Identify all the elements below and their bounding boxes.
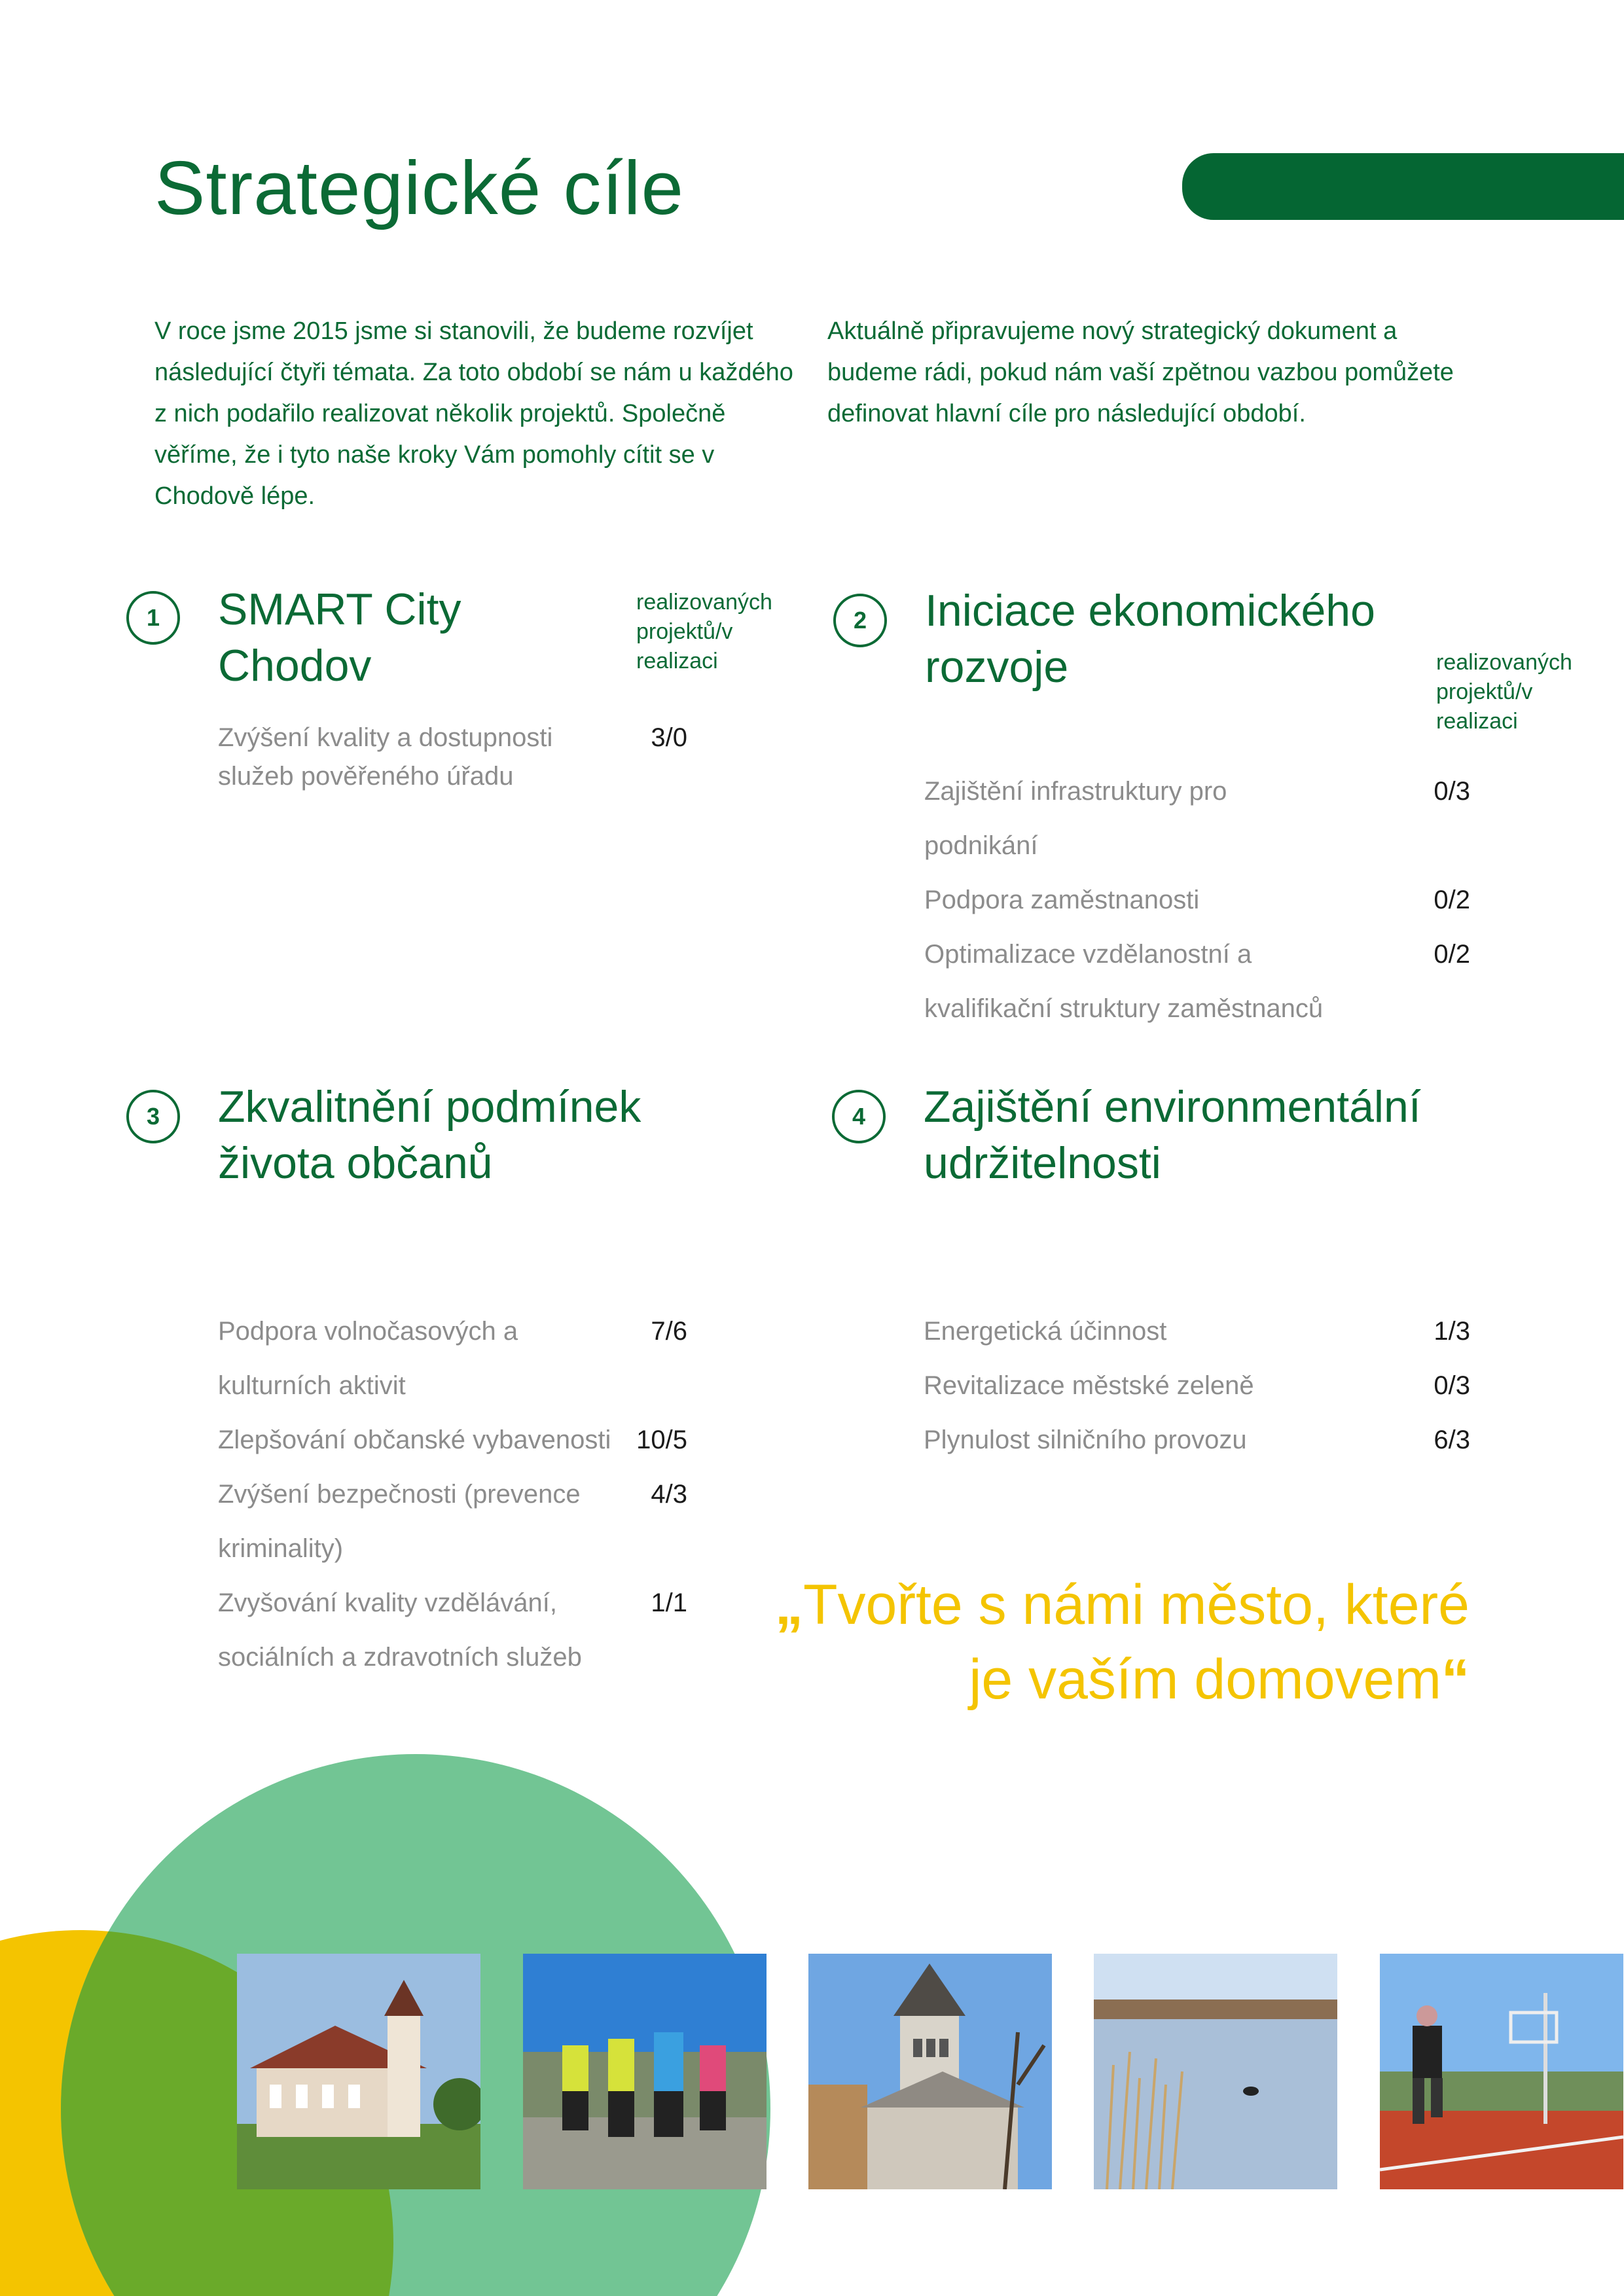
section-number-2: 2	[833, 594, 887, 647]
section-title-1: SMART City Chodov	[218, 584, 461, 691]
church-photo	[237, 1954, 480, 2189]
section-title-3: Zkvalitnění podmínek života občanů	[218, 1082, 641, 1188]
quote-close-mark: “	[1441, 1648, 1470, 1711]
section-3-item-4-label: Zvyšování kvality vzdělávání, sociálních a zdravotních služeb	[218, 1588, 582, 1672]
section-3-item-1-value: 7/6	[651, 1317, 687, 1346]
section-number-3: 3	[126, 1090, 180, 1143]
quote-open-mark: „	[775, 1573, 804, 1636]
pond-photo	[1094, 1954, 1337, 2189]
section-4-item-3-value: 6/3	[1434, 1426, 1470, 1454]
runners-photo	[523, 1954, 767, 2189]
section-3-item-3-value: 4/3	[651, 1480, 687, 1509]
section-number-1: 1	[126, 591, 180, 645]
section-2-item-3-value: 0/2	[1434, 940, 1470, 969]
section-2-item-3-label: Optimalizace vzdělanostní a kvalifikační struktury zaměstnanců	[924, 940, 1324, 1023]
section-number-4: 4	[832, 1090, 886, 1143]
section-1-item-1-value: 3/0	[651, 723, 687, 752]
chapel-tower-photo	[808, 1954, 1052, 2189]
section-title-4: Zajištění environmentální udržitelnosti	[924, 1082, 1421, 1188]
intro-paragraph-left: V roce jsme 2015 jsme si stanovili, že budeme rozvíjet následující čtyři témata. Za toto období se nám u každého z nich podařilo realizovat několik projektů. Společně věříme, že i tyto naše kroky Vám pomohly cítit se v Chodově lépe.	[154, 317, 793, 510]
section-4-item-1-label: Energetická účinnost	[924, 1317, 1167, 1346]
quote-text: Tvořte s námi město, které je vaším domovem	[803, 1573, 1470, 1711]
section-3-item-2-value: 10/5	[636, 1426, 687, 1454]
sports-court-photo	[1380, 1954, 1623, 2189]
section-4-item-2-label: Revitalizace městské zeleně	[924, 1371, 1254, 1400]
section-3-item-3-label: Zvýšení bezpečnosti (prevence kriminality)	[218, 1480, 581, 1563]
intro-paragraph-right: Aktuálně připravujeme nový strategický dokument a budeme rádi, pokud nám vaší zpětnou vazbou pomůžete definovat hlavní cíle pro následující období.	[827, 317, 1454, 427]
section-title-2: Iniciace ekonomického rozvoje	[925, 586, 1375, 692]
section-4-item-1-value: 1/3	[1434, 1317, 1470, 1346]
column-header-1: realizovaných projektů/v realizaci	[636, 590, 772, 673]
section-4-item-2-value: 0/3	[1434, 1371, 1470, 1400]
section-2-item-2-label: Podpora zaměstnanosti	[924, 886, 1200, 914]
section-1-item-1-label: Zvýšení kvality a dostupnosti služeb pověřeného úřadu	[218, 723, 553, 791]
section-2-item-2-value: 0/2	[1434, 886, 1470, 914]
section-3-item-4-value: 1/1	[651, 1588, 687, 1617]
section-4-item-3-label: Plynulost silničního provozu	[924, 1426, 1247, 1454]
section-2-item-1-label: Zajištění infrastruktury pro podnikání	[924, 777, 1227, 860]
section-3-item-2-label: Zlepšování občanské vybavenosti	[218, 1426, 611, 1454]
column-header-2: realizovaných projektů/v realizaci	[1436, 650, 1572, 734]
page-title: Strategické cíle	[154, 145, 685, 230]
section-2-item-1-value: 0/3	[1434, 777, 1470, 806]
section-3-item-1-label: Podpora volnočasových a kulturních aktivit	[218, 1317, 518, 1400]
